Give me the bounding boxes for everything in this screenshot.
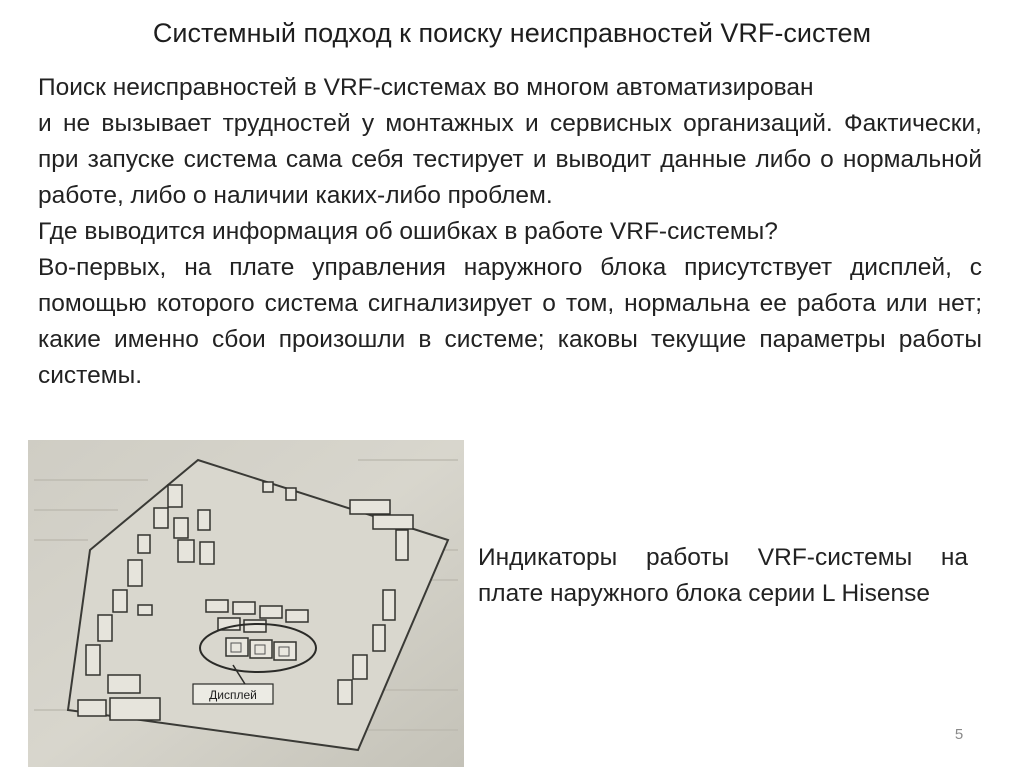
caption-text: Индикаторы работы VRF-системы на плате наружного блока серии L Hisense — [478, 544, 968, 607]
slide-title: Системный подход к поиску неисправностей VRF-систем — [152, 18, 872, 48]
circuit-board-photo — [28, 440, 464, 767]
figure-caption — [478, 540, 968, 612]
page-number: 5 — [954, 726, 964, 743]
body-paragraph-4: Во-первых, на плате управления наружного блока присутствует дисплей, с помощью которого система сигнализирует о том, нормальна ее работа или нет; какие именно сбои произошли в системе; каковы текущие параметры работы системы. — [38, 254, 982, 389]
body-line-1: Поиск неисправностей в VRF-системах во многом автоматизирован — [38, 74, 814, 101]
body-paragraph-2: и не вызывает трудностей у монтажных и сервисных организаций. Фактически, при запуске система сама себя тестирует и выводит данные либо о нормальной работе, либо о наличии каких-либо проблем. — [38, 110, 982, 209]
display-label: Дисплей — [209, 688, 257, 702]
slide-body — [38, 70, 982, 394]
body-question: Где выводится информация об ошибках в работе VRF-системы? — [38, 218, 778, 245]
